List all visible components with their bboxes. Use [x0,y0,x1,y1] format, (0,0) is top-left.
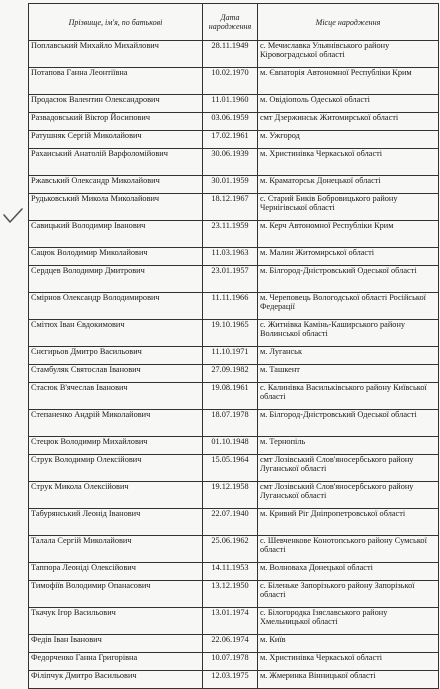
date-cell: 10.02.1970 [203,68,258,95]
name-cell: Струк Володимир Олексійович [29,455,203,482]
date-cell: 18.07.1978 [203,410,258,437]
date-cell: 23.11.1959 [203,221,258,248]
place-cell: м. Тернопіль [258,437,439,455]
name-cell: Ржавський Олександр Миколайович [29,176,203,194]
date-cell: 30.01.1959 [203,176,258,194]
date-cell: 11.11.1966 [203,293,258,320]
date-cell: 13.12.1950 [203,581,258,608]
table-row [29,383,439,410]
name-cell: Федів Іван Іванович [29,635,203,653]
place-cell: м. Малин Житомирської області [258,248,439,266]
table-row [29,455,439,482]
name-cell: Стамбуляк Святослав Іванович [29,365,203,383]
place-cell: м. Жмеринка Вінницької області [258,671,439,689]
place-cell: м. Череповець Вологодської області Російської Федерації [258,293,439,320]
table-row [29,608,439,635]
place-cell: м. Київ [258,635,439,653]
place-cell: м. Волноваха Донецької області [258,563,439,581]
table-row [29,410,439,437]
table-row [29,509,439,536]
table-row [29,320,439,347]
date-cell: 14.11.1953 [203,563,258,581]
table-row [29,581,439,608]
place-cell: м. Керч Автономної Республіки Крим [258,221,439,248]
name-cell: Струк Микола Олексійович [29,482,203,509]
table-row [29,41,439,68]
name-cell: Степаненко Андрій Миколайович [29,410,203,437]
place-cell: смт Лозівський Слов'яносербського району Луганської області [258,482,439,509]
place-cell: м. Євпаторія Автономної Республіки Крим [258,68,439,95]
place-cell: с. Старий Биків Бобровицького району Чернігівської області [258,194,439,221]
name-cell: Поплавський Михайло Михайлович [29,41,203,68]
name-cell: Табурянський Леонід Іванович [29,509,203,536]
date-cell: 01.10.1948 [203,437,258,455]
place-cell: смт Дзержинськ Житомирської області [258,113,439,131]
name-cell: Філіпчук Дмитро Васильович [29,671,203,689]
table-row [29,266,439,293]
document-sheet [28,3,439,689]
name-cell: Сердцев Володимир Дмитрович [29,266,203,293]
place-cell: с. Шевченкове Конотопського району Сумської області [258,536,439,563]
date-cell: 10.07.1978 [203,653,258,671]
table-row [29,671,439,689]
name-cell: Развадовський Віктор Йосипович [29,113,203,131]
name-cell: Ратушняк Сергій Миколайович [29,131,203,149]
date-cell: 11.01.1960 [203,95,258,113]
name-cell: Сацюк Володимир Миколайович [29,248,203,266]
handwritten-checkmark-icon [2,207,24,225]
table-row [29,68,439,95]
name-cell: Рудьковський Микола Миколайович [29,194,203,221]
header-place: Місце народження [258,4,439,41]
date-cell: 15.05.1964 [203,455,258,482]
place-cell: с. Мечиславка Ульянівського району Кіровоградської області [258,41,439,68]
name-cell: Федорченко Ганна Григорівна [29,653,203,671]
date-cell: 25.06.1962 [203,536,258,563]
place-cell: м. Білгород-Дністровський Одеської області [258,410,439,437]
date-cell: 22.06.1974 [203,635,258,653]
table-row [29,149,439,176]
date-cell: 12.03.1975 [203,671,258,689]
persons-table [28,3,439,689]
date-cell: 11.03.1963 [203,248,258,266]
place-cell: с. Житнівка Камінь-Каширського району Волинської області [258,320,439,347]
place-cell: с. Білогородка Ізяславського району Хмельницької області [258,608,439,635]
date-cell: 27.09.1982 [203,365,258,383]
place-cell: с. Калинівка Васильківського району Київської області [258,383,439,410]
table-row [29,95,439,113]
table-row [29,536,439,563]
place-cell: м. Овідіополь Одеської області [258,95,439,113]
date-cell: 17.02.1961 [203,131,258,149]
name-cell: Стецюк Володимир Михайлович [29,437,203,455]
name-cell: Ткачук Ігор Васильович [29,608,203,635]
table-row [29,653,439,671]
date-cell: 19.08.1961 [203,383,258,410]
name-cell: Тимофіїв Володимир Опанасович [29,581,203,608]
place-cell: м. Білгород-Дністровський Одеської області [258,266,439,293]
table-row [29,365,439,383]
date-cell: 28.11.1949 [203,41,258,68]
place-cell: с. Біленьке Запорізького району Запорізької області [258,581,439,608]
name-cell: Смітюх Іван Євдокимович [29,320,203,347]
name-cell: Снєгирьов Дмитро Васильович [29,347,203,365]
name-cell: Рахаиський Анатолій Варфоломійович [29,149,203,176]
header-name: Прізвище, ім'я, по батькові [29,4,203,41]
table-row [29,248,439,266]
table-header-row [29,4,439,41]
date-cell: 23.01.1957 [203,266,258,293]
date-cell: 03.06.1959 [203,113,258,131]
date-cell: 11.10.1971 [203,347,258,365]
date-cell: 30.06.1939 [203,149,258,176]
place-cell: м. Ташкент [258,365,439,383]
date-cell: 19.12.1958 [203,482,258,509]
table-row [29,221,439,248]
place-cell: м. Ужгород [258,131,439,149]
table-row [29,482,439,509]
place-cell: м. Краматорськ Донецької області [258,176,439,194]
table-row [29,347,439,365]
name-cell: Продасюк Валентин Олександрович [29,95,203,113]
table-body [29,41,439,689]
table-row [29,194,439,221]
header-date: Дата народження [203,4,258,41]
place-cell: м. Христинівка Черкаської області [258,149,439,176]
table-row [29,563,439,581]
date-cell: 18.12.1967 [203,194,258,221]
name-cell: Савицький Володимир Іванович [29,221,203,248]
place-cell: м. Кривий Ріг Дніпропетровської області [258,509,439,536]
date-cell: 19.10.1965 [203,320,258,347]
table-row [29,635,439,653]
place-cell: м. Христинівка Черкаської області [258,653,439,671]
name-cell: Таппора Леоніді Олексійович [29,563,203,581]
date-cell: 22.07.1940 [203,509,258,536]
table-row [29,293,439,320]
table-row [29,131,439,149]
table-row [29,437,439,455]
place-cell: м. Луганськ [258,347,439,365]
date-cell: 13.01.1974 [203,608,258,635]
name-cell: Смірнов Олександр Володимирович [29,293,203,320]
name-cell: Стасюк В'ячеслав Іванович [29,383,203,410]
place-cell: смт Лозівський Слов'яносербського району Луганської області [258,455,439,482]
name-cell: Талала Сергій Миколайович [29,536,203,563]
name-cell: Потапова Ганна Леонтіївна [29,68,203,95]
table-row [29,176,439,194]
table-row [29,113,439,131]
